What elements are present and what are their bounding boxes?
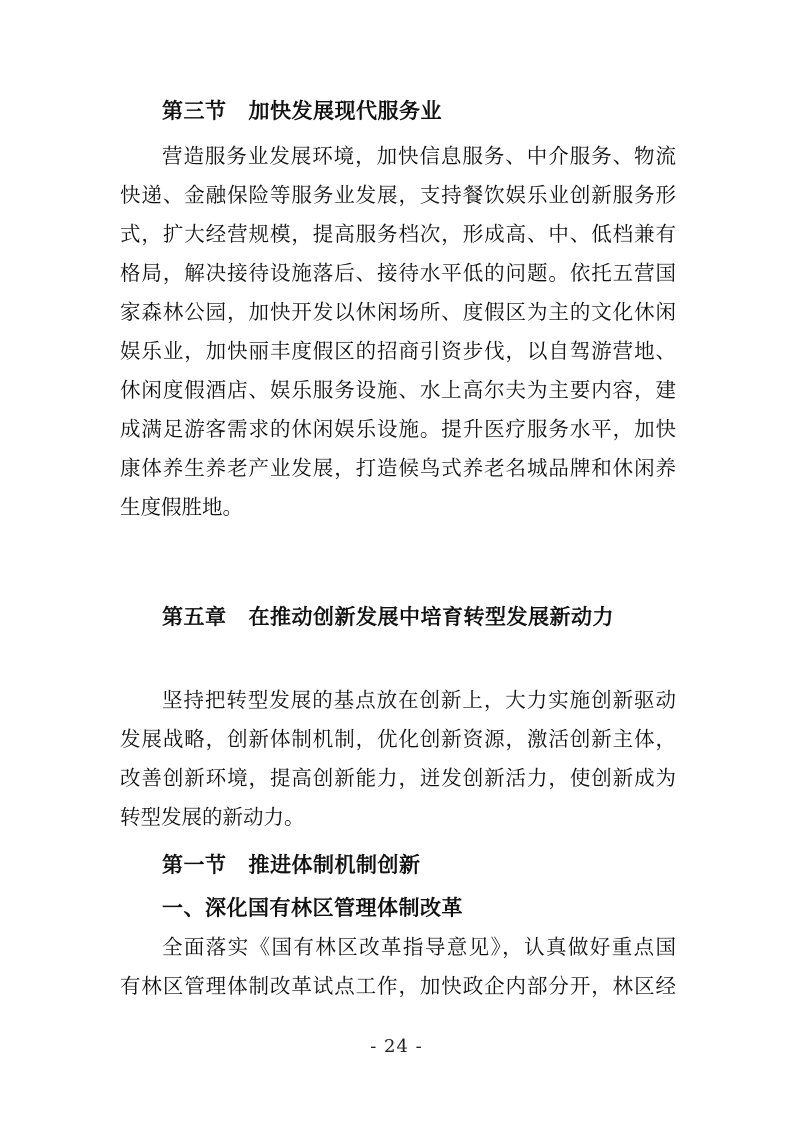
section-heading-3 bbox=[162, 96, 442, 126]
paragraph-line: 康体养生养老产业发展，打造候鸟式养老名城品牌和休闲养 bbox=[120, 456, 676, 480]
chapter-heading-5 bbox=[162, 602, 614, 632]
subsection-heading bbox=[162, 893, 463, 923]
paragraph-line: 营造服务业发展环境，加快信息服务、中介服务、物流 bbox=[162, 144, 676, 168]
section-number: 第三节 bbox=[162, 99, 227, 123]
paragraph-line: 坚持把转型发展的基点放在创新上，大力实施创新驱动 bbox=[162, 688, 676, 712]
paragraph-line: 成满足游客需求的休闲娱乐设施。提升医疗服务水平，加快 bbox=[120, 417, 676, 441]
paragraph-line: 转型发展的新动力。 bbox=[120, 805, 305, 829]
paragraph-line: 格局，解决接待设施落后、接待水平低的问题。依托五营国 bbox=[120, 261, 676, 285]
paragraph-line: 生度假胜地。 bbox=[120, 495, 243, 519]
paragraph-line: 家森林公园，加快开发以休闲场所、度假区为主的文化休闲 bbox=[120, 300, 676, 324]
paragraph-innovation bbox=[120, 681, 676, 837]
paragraph-line: 快递、金融保险等服务业发展，支持餐饮娱乐业创新服务形 bbox=[120, 183, 676, 207]
paragraph-service-industry bbox=[120, 137, 676, 527]
paragraph-line: 式，扩大经营规模，提高服务档次，形成高、中、低档兼有 bbox=[120, 222, 676, 246]
section-heading-1 bbox=[162, 850, 421, 880]
paragraph-line: 发展战略，创新体制机制，优化创新资源，激活创新主体， bbox=[120, 727, 676, 751]
section-title: 加快发展现代服务业 bbox=[248, 99, 442, 123]
subsection-title: 一、深化国有林区管理体制改革 bbox=[162, 896, 463, 920]
chapter-title: 在推动创新发展中培育转型发展新动力 bbox=[248, 605, 614, 629]
chapter-number: 第五章 bbox=[162, 605, 227, 629]
paragraph-forest-reform bbox=[120, 928, 676, 1006]
paragraph-line: 改善创新环境，提高创新能力，迸发创新活力，使创新成为 bbox=[120, 766, 676, 790]
paragraph-line: 有林区管理体制改革试点工作，加快政企内部分开，林区经 bbox=[120, 974, 676, 998]
section-title: 推进体制机制创新 bbox=[248, 853, 421, 877]
section-number: 第一节 bbox=[162, 853, 227, 877]
paragraph-line: 休闲度假酒店、娱乐服务设施、水上高尔夫为主要内容，建 bbox=[120, 378, 676, 402]
page-number: - 24 - bbox=[370, 1036, 423, 1057]
paragraph-line: 全面落实《国有林区改革指导意见》，认真做好重点国 bbox=[162, 935, 676, 959]
paragraph-line: 娱乐业，加快丽丰度假区的招商引资步伐，以自驾游营地、 bbox=[120, 339, 676, 363]
